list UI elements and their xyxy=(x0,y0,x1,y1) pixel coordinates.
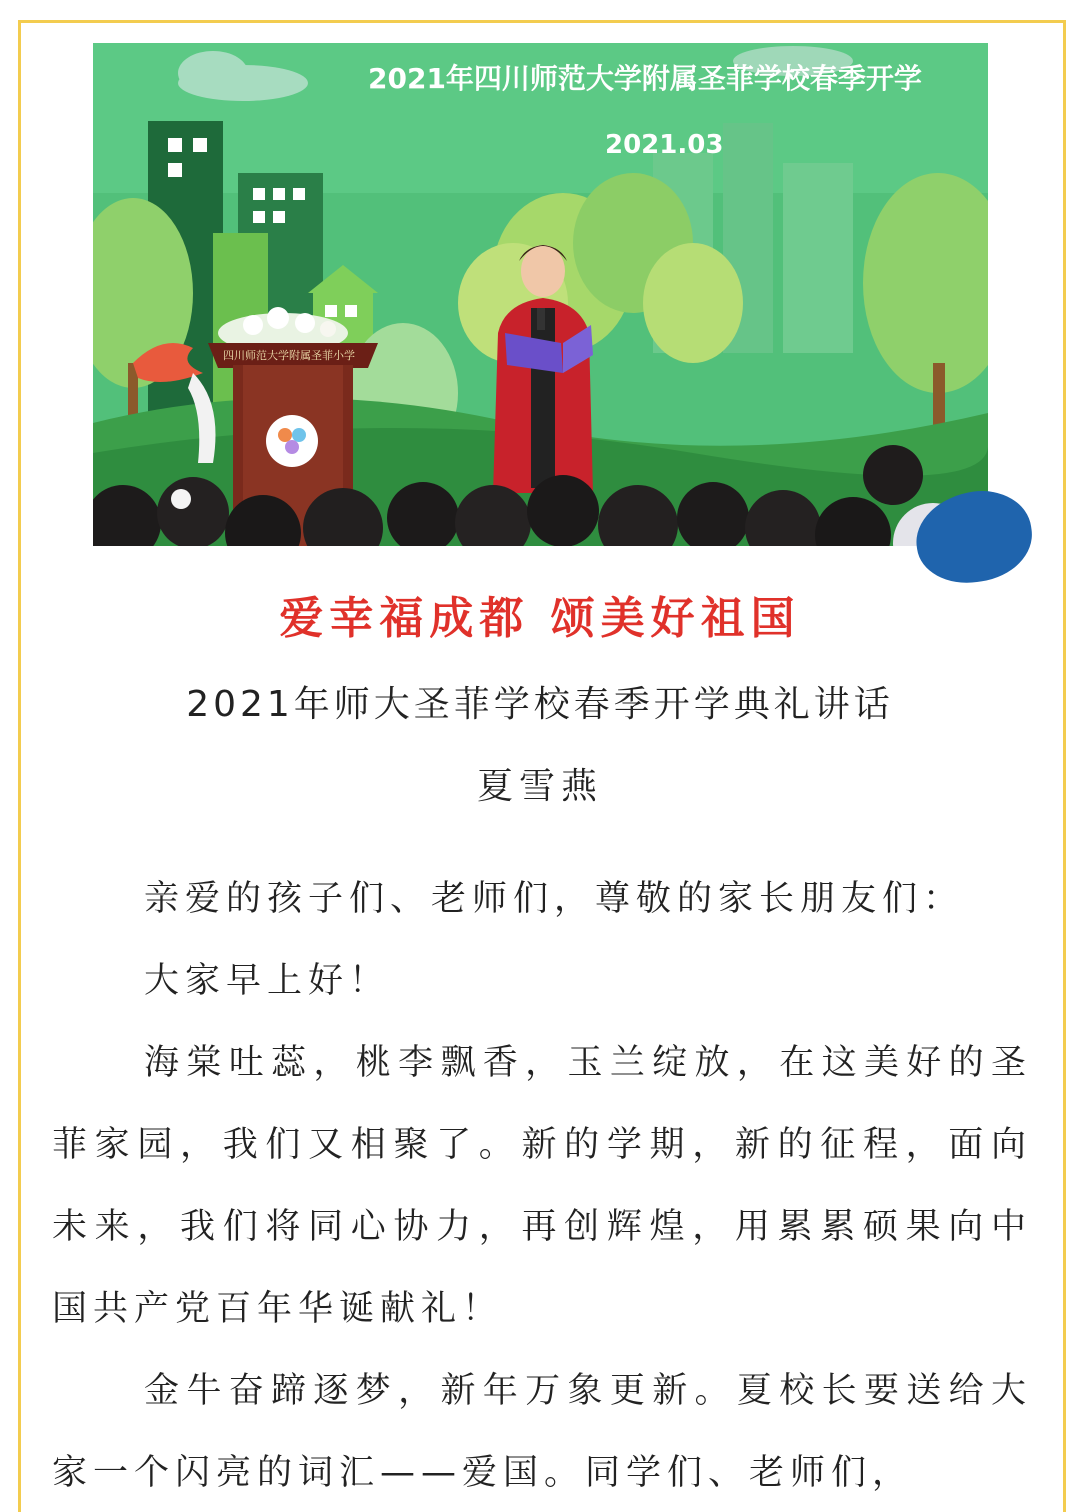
article-subtitle: 2021年师大圣菲学校春季开学典礼讲话 xyxy=(186,684,894,725)
podium-sign: 四川师范大学附属圣菲小学 xyxy=(223,349,355,362)
banner-date: 2021.03 xyxy=(605,130,724,160)
stage-illustration xyxy=(93,43,988,546)
paragraph: 海棠吐蕊，桃李飘香，玉兰绽放，在这美好的圣菲家园，我们又相聚了。新的学期，新的征程，面向未来，我们将同心协力，再创辉煌，用累累硕果向中国共产党百年华诞献礼！ xyxy=(52,1043,1032,1329)
article-author: 夏雪燕 xyxy=(476,766,603,807)
article-body xyxy=(52,858,1032,1512)
ceremony-photo xyxy=(93,43,988,546)
article-headline: 爱幸福成都 颂美好祖国 xyxy=(279,593,801,644)
paragraph: 亲爱的孩子们、老师们，尊敬的家长朋友们： xyxy=(144,879,965,919)
paragraph: 大家早上好！ xyxy=(144,961,391,1001)
paragraph: 金牛奋蹄逐梦，新年万象更新。夏校长要送给大家一个闪亮的词汇——爱国。同学们、老师们， xyxy=(52,1371,1032,1493)
banner-title: 2021年四川师范大学附属圣菲学校春季开学 xyxy=(368,62,922,95)
